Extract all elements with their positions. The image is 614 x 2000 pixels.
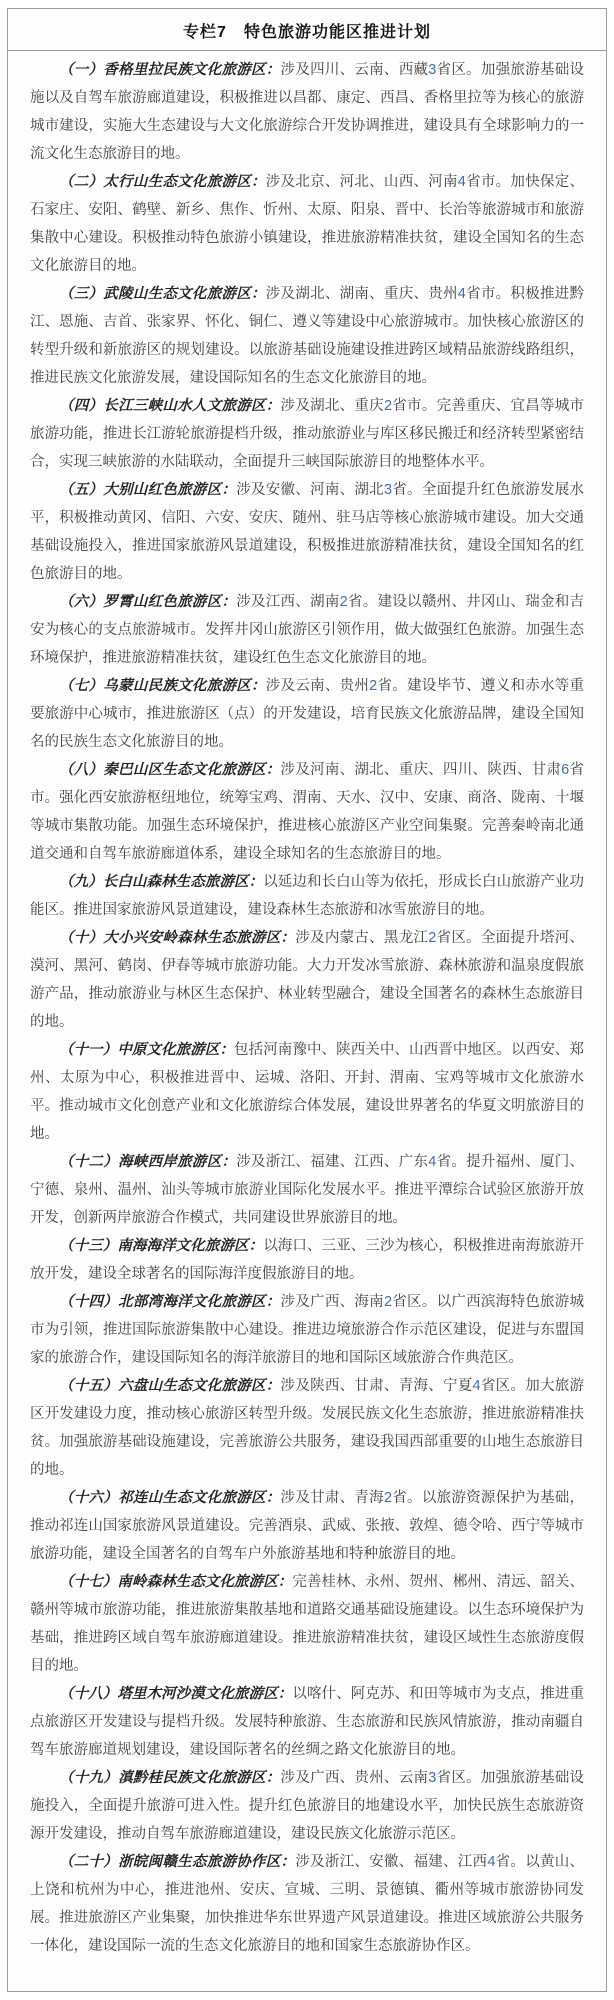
section-paragraph — [30, 1680, 584, 1764]
section-label: （十一）中原文化旅游区： — [59, 1042, 235, 1058]
province-count: 4 — [457, 174, 466, 190]
section-label: （十四）北部湾海洋文化旅游区： — [59, 1294, 281, 1310]
section-text: 完善桂林、永州、贺州、郴州、清远、韶关、赣州等城市旅游功能，推进旅游集散基地和道路交通基础设施建设。以生态环境保护为基础，推进跨区域自驾车旅游廊道建设。推进旅游精准扶贫，建设区域性生态旅游度假目的地。 — [30, 1574, 585, 1674]
section-text: 涉及江西、湖南2省。建设以赣州、井冈山、瑞金和吉安为核心的支点旅游城市。发挥井冈山旅游区引领作用，做大做强红色旅游。加强生态环境保护，推进旅游精准扶贫，建设红色生态文化旅游目的地。 — [30, 594, 585, 666]
section-text: 涉及广西、海南2省区。以广西滨海特色旅游城市为引领，推进国际旅游集散中心建设。推进边境旅游合作示范区建设，促进与东盟国家的旅游合作，建设国际知名的海洋旅游目的地和国际区域旅游合作典范区。 — [30, 1294, 585, 1366]
section-text: 涉及安徽、河南、湖北3省。全面提升红色旅游发展水平，积极推动黄冈、信阳、六安、安庆、随州、驻马店等核心旅游城市建设。加大交通基础设施投入，推进国家旅游风景道建设，积极推进旅游精准扶贫，建设全国知名的红色旅游目的地。 — [30, 482, 585, 582]
section-text: 涉及云南、贵州2省。建设毕节、遵义和赤水等重要旅游中心城市，推进旅游区（点）的开发建设，培育民族文化旅游品牌，建设全国知名的民族生态文化旅游目的地。 — [30, 678, 585, 750]
section-text: 涉及湖北、重庆2省市。完善重庆、宜昌等城市旅游功能，推进长江游轮旅游提档升级，推动旅游业与库区移民搬迁和经济转型紧密结合，实现三峡旅游的水陆联动，全面提升三峡国际旅游目的地整体水平。 — [30, 398, 585, 470]
section-text: 涉及四川、云南、西藏3省区。加强旅游基础设施以及自驾车旅游廊道建设，积极推进以昌都、康定、西昌、香格里拉等为核心的旅游城市建设，实施大生态建设与大文化旅游综合开发协调推进，建设具有全球影响力的一流文化生态旅游目的地。 — [30, 62, 585, 162]
section-text: 涉及甘肃、青海2省。以旅游资源保护为基础，推动祁连山国家旅游风景道建设。完善酒泉、武威、张掖、敦煌、德令哈、西宁等城市旅游功能，建设全国著名的自驾车户外旅游基地和特种旅游目的地。 — [30, 1490, 585, 1562]
province-count: 4 — [472, 1378, 481, 1394]
section-text: 包括河南豫中、陕西关中、山西晋中地区。以西安、郑州、太原为中心，积极推进晋中、运城、洛阳、开封、渭南、宝鸡等城市文化旅游水平。推动城市文化创意产业和文化旅游综合体发展，建设世界著名的华夏文明旅游目的地。 — [30, 1042, 585, 1142]
section-label: （十七）南岭森林生态文化旅游区： — [59, 1574, 293, 1590]
section-text: 涉及内蒙古、黑龙江2省区。全面提升塔河、漠河、黑河、鹤岗、伊春等城市旅游功能。大力开发冰雪旅游、森林旅游和温泉度假旅游产品，推动旅游业与林区生态保护、林业转型融合，建设全国著名的森林生态旅游目的地。 — [30, 930, 585, 1030]
section-text: 涉及浙江、安徽、福建、江西4省。以黄山、上饶和杭州为中心，推进池州、安庆、宣城、三明、景德镇、衢州等城市旅游协同发展。推进旅游区产业集聚，加快推进华东世界遗产风景道建设。推进区域旅游公共服务一体化，建设国际一流的生态文化旅游目的地和国家生态旅游协作区。 — [30, 1854, 585, 1954]
province-count: 3 — [383, 482, 393, 498]
section-paragraph — [30, 924, 584, 1036]
province-count: 3 — [428, 1770, 437, 1786]
section-label: （十三）南海海洋文化旅游区： — [59, 1238, 264, 1254]
section-paragraph — [30, 1848, 584, 1960]
page-title: 专栏7 特色旅游功能区推进计划 — [8, 9, 606, 51]
section-text: 涉及河南、湖北、重庆、四川、陕西、甘肃6省市。强化西安旅游枢纽地位，统筹宝鸡、渭南、天水、汉中、安康、商洛、陇南、十堰等城市集散功能。加强生态环境保护，推进核心旅游区产业空间集聚。完善秦岭南北通道交通和自驾车旅游廊道体系，建设全球知名的生态旅游目的地。 — [30, 762, 585, 862]
section-paragraph — [30, 588, 584, 672]
province-count: 4 — [428, 1154, 437, 1170]
section-label: （一）香格里拉民族文化旅游区： — [59, 62, 281, 78]
section-paragraph — [30, 1764, 584, 1848]
province-count: 6 — [561, 762, 570, 778]
province-count: 2 — [428, 930, 437, 946]
province-count: 2 — [383, 1490, 393, 1506]
section-paragraph — [30, 672, 584, 756]
section-paragraph — [30, 756, 584, 868]
section-paragraph — [30, 1484, 584, 1568]
section-text: 涉及陕西、甘肃、青海、宁夏4省区。加大旅游区开发建设力度，推动核心旅游区转型升级。发展民族文化生态旅游，推进旅游精准扶贫。加强旅游基础设施建设，完善旅游公共服务，建设我国西部重要的山地生态旅游目的地。 — [30, 1378, 585, 1478]
section-text: 以喀什、阿克苏、和田等城市为支点，推进重点旅游区开发建设与提档升级。发展特种旅游、生态旅游和民族风情旅游，推动南疆自驾车旅游廊道规划建设，建设国际著名的丝绸之路文化旅游目的地。 — [30, 1686, 585, 1758]
section-paragraph — [30, 1232, 584, 1288]
section-label: （十八）塔里木河沙漠文化旅游区： — [59, 1686, 293, 1702]
section-label: （三）武陵山生态文化旅游区： — [59, 286, 266, 302]
column-box — [7, 8, 607, 1992]
section-label: （十）大小兴安岭森林生态旅游区： — [59, 930, 296, 946]
section-text: 涉及北京、河北、山西、河南4省市。加快保定、石家庄、安阳、鹤壁、新乡、焦作、忻州、太原、阳泉、晋中、长治等旅游城市和旅游集散中心建设。积极推动特色旅游小镇建设，推进旅游精准扶贫，建设全国知名的生态文化旅游目的地。 — [30, 174, 585, 274]
section-paragraph — [30, 1148, 584, 1232]
province-count: 2 — [383, 1294, 393, 1310]
section-paragraph — [30, 168, 584, 280]
section-text: 涉及湖北、湖南、重庆、贵州4省市。积极推进黔江、恩施、吉首、张家界、怀化、铜仁、遵义等建设中心旅游城市。加快核心旅游区的转型升级和新旅游区的规划建设。以旅游基础设施建设推进跨区域精品旅游线路组织，推进民族文化旅游发展，建设国际知名的生态文化旅游目的地。 — [30, 286, 585, 386]
section-label: （七）乌蒙山民族文化旅游区： — [59, 678, 266, 694]
section-paragraph — [30, 392, 584, 476]
section-paragraph — [30, 1036, 584, 1148]
section-text: 涉及广西、贵州、云南3省区。加强旅游基础设施投入，全面提升旅游可进入性。提升红色旅游目的地建设水平，加快民族生态旅游资源开发建设，推动自驾车旅游廊道建设，建设民族文化旅游示范区。 — [30, 1770, 585, 1842]
province-count: 3 — [428, 62, 437, 78]
section-label: （十五）六盘山生态文化旅游区： — [59, 1378, 281, 1394]
section-label: （四）长江三峡山水人文旅游区： — [59, 398, 281, 414]
province-count: 2 — [383, 398, 393, 414]
section-text: 以延边和长白山等为依托，形成长白山旅游产业功能区。推进国家旅游风景道建设，建设森林生态旅游和冰雪旅游目的地。 — [30, 874, 585, 918]
section-label: （二）太行山生态文化旅游区： — [59, 174, 266, 190]
section-text: 涉及浙江、福建、江西、广东4省。提升福州、厦门、宁德、泉州、温州、汕头等城市旅游业国际化发展水平。推进平潭综合试验区旅游开放开发，创新两岸旅游合作模式，共同建设世界旅游目的地。 — [30, 1154, 585, 1226]
section-paragraph — [30, 868, 584, 924]
section-paragraph — [30, 280, 584, 392]
sections-container — [8, 51, 606, 1991]
province-count: 2 — [339, 594, 348, 610]
section-label: （六）罗霄山红色旅游区： — [59, 594, 237, 610]
section-label: （十二）海峡西岸旅游区： — [59, 1154, 237, 1170]
section-label: （九）长白山森林生态旅游区： — [59, 874, 264, 890]
section-paragraph — [30, 1288, 584, 1372]
section-label: （二十）浙皖闽赣生态旅游协作区： — [59, 1854, 296, 1870]
section-label: （十九）滇黔桂民族文化旅游区： — [59, 1770, 281, 1786]
section-paragraph — [30, 1568, 584, 1680]
section-label: （十六）祁连山生态文化旅游区： — [59, 1490, 281, 1506]
province-count: 4 — [487, 1854, 496, 1870]
province-count: 4 — [457, 286, 466, 302]
section-label: （八）秦巴山区生态文化旅游区： — [59, 762, 281, 778]
section-paragraph — [30, 476, 584, 588]
section-label: （五）大别山红色旅游区： — [59, 482, 237, 498]
section-text: 以海口、三亚、三沙为核心，积极推进南海旅游开放开发，建设全球著名的国际海洋度假旅游目的地。 — [30, 1238, 585, 1282]
section-paragraph — [30, 1372, 584, 1484]
province-count: 2 — [369, 678, 378, 694]
section-paragraph — [30, 56, 584, 168]
